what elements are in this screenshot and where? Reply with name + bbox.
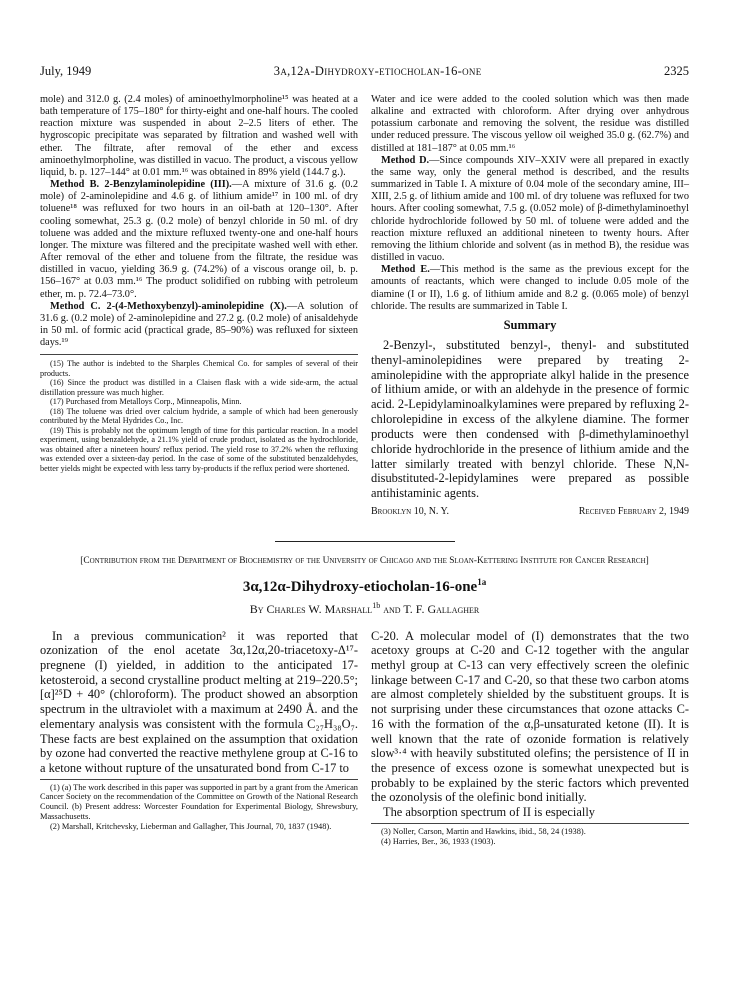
method-d-paragraph: Method D.—Since compounds XIV–XXIV were all prepared in exactly the same way, only the general method is described, and the results summarized in Table I. A mixture of 0.04 mole of the secondary amine, III–XIII, 2.5 g. of lithium amide and 100 ml. of dry toluene was refluxed for two hours. After cooling somewhat, 7.5 g. (0.052 mole) of β-dimethylaminoethyl chloride hydrochloride followed by 50 ml. of toluene were added and the reaction mixture refluxed an additional nineteen to twenty hours. After removing the lithium chloride and solvent (as in method B), the residue was distilled in vacuo.: [371, 154, 689, 264]
author-1: Charles W. Marshall: [266, 601, 373, 616]
continued-paragraph: C-20. A molecular model of (I) demonstrates that the two acetoxy groups at C-20 and C-12 together with the angular methyl group at C-13 can very effectively screen the olefinic linkage between C-17 and C-20, so that these two carbon atoms are almost completely shielded by the substituent groups. It is not surprising under these circumstances that ozone attacks C-16 with the formation of the α,β-unsaturated ketone (II). It is well known that the rate of ozonide formation is relatively slow³·⁴ with heavily substituted olefins; the persistence of II in the presence of excess ozone is somewhat unexpected but is probably to be explained by the steric factors which prevented the ozonolysis of the olefinic bond initially.: [371, 628, 689, 805]
method-c-paragraph: Method C. 2-(4-Methoxybenzyl)-aminolepidine (X).—A solution of 31.6 g. (0.2 mole) of 2-aminolepidine and 27.2 g. (0.2 mole) of anisaldehyde in 50 ml. of formic acid (practical grade, 85–90%) was refluxed for sixteen days.¹⁹: [40, 300, 358, 349]
method-e-heading: Method E.: [381, 264, 430, 276]
running-head: [40, 64, 689, 84]
byline: By Charles W. Marshall$^{1b}$ and T. F. Gallagher: [249, 600, 480, 616]
running-head-date: July, 1949: [40, 64, 92, 78]
footnote-4: (4) Harries, Ber., 36, 1933 (1903).: [381, 836, 496, 846]
footnote-divider: [40, 779, 358, 780]
left-column: [40, 94, 358, 517]
article-body-columns: [40, 629, 689, 847]
author-location: Brooklyn 10, N. Y.: [371, 506, 449, 518]
intro-paragraph: In a previous communication² it was reported that ozonization of the enol acetate 3α,12α,20-triacetoxy-Δ¹⁷-pregnene (I) yielded, in addition to the anticipated 17-ketosteroid, a second crystalline product melting at 219–220.5°; [α]²⁵D + 40° (chloroform). The product showed an absorption spectrum in the ultraviolet with a maximum at 2490 Å. and the elementary analysis was consistent with the formula C₂₇H₃₈O₇. These facts are best explained on the assumption that oxidation by ozone had converted the reactive methylene group at C-16 to a ketone without rupture of the unsaturated bond from C-17 to: [40, 628, 358, 775]
page-number: 2325: [664, 64, 689, 78]
footnote-divider: [40, 354, 358, 355]
method-b-heading: Method B. 2-Benzylaminolepidine (III).: [50, 179, 232, 191]
article-divider: [275, 541, 455, 542]
summary-heading: Summary: [503, 317, 557, 332]
experimental-paragraph: mole) and 312.0 g. (2.4 moles) of aminoethylmorpholine¹⁵ was heated at a bath temperature of 175–180° for thirty-eight and one-half hours. The cooled reaction mixture was suspended in about 2–2.5 liters of ether. The hygroscopic precipitate was separated by filtration and washed well with ether. The filtrate, after removal of the ether and excess aminoethylmorpholine, was distilled in vacuo. The product, a viscous yellow liquid, b. p. 127–144° at 0.01 mm.¹⁶ was obtained in 89% yield (144.7 g.).: [40, 94, 358, 178]
footnote-divider: [371, 823, 689, 824]
article-right-column: [371, 629, 689, 847]
previous-article-columns: [40, 94, 689, 517]
footnote-2: (2) Marshall, Kritchevsky, Lieberman and Gallagher, This Journal, 70, 1837 (1948).: [50, 821, 332, 831]
footnote-17: (17) Purchased from Metalloys Corp., Minneapolis, Minn.: [50, 397, 242, 407]
footnote-18: (18) The toluene was dried over calcium hydride, a sample of which had been generously contributed by the Metal Hydrides Co., Inc.: [40, 406, 358, 426]
method-d-heading: Method D.: [381, 154, 430, 166]
method-c-heading: Method C. 2-(4-Methoxybenzyl)-aminolepidine (X).: [50, 300, 287, 312]
received-line: [371, 506, 689, 517]
footnote-16: (16) Since the product was distilled in a Claisen flask with a wide side-arm, the actual distillation pressure was much higher.: [40, 378, 358, 397]
continued-paragraph: Water and ice were added to the cooled solution which was then made alkaline and extracted with chloroform. After drying over anhydrous potassium carbonate and removing the solvent, the residue was distilled under reduced pressure. The viscous yellow oil weighed 35.0 g. (62.7%) and distilled at 181–187° at 0.05 mm.¹⁶: [371, 94, 689, 154]
method-e-paragraph: Method E.—This method is the same as the previous except for the amounts of reactants, which were changed to include 0.05 mole of the diamine (I or II), 1.6 g. of lithium amide and 8.2 g. (0.065 mole) of benzyl chloride. The results are summarized in Table I.: [371, 264, 689, 312]
footnote-19: (19) This is probably not the optimum length of time for this particular reaction. In a model experiment, using benzaldehyde, a 21.1% yield of crude product, isolated as the hydrochloride, was obtained after a nineteen hours' reflux period. The yield rose to 37.2% when the refluxing was extended over a sixteen-day period. In the case of some of the substituted benzaldehydes, better yields might be expected with less tarry by-products if the reflux period were shortened.: [40, 425, 358, 473]
running-head-title: 3α,12α-Dihydroxy-etiocholan-16-one: [273, 64, 482, 78]
summary-text: 2-Benzyl-, substituted benzyl-, thenyl- and substituted thenyl-aminolepidines were prepared by treating 2-aminolepidine with the appropriate alkyl halide in the presence of lithium amide, or with an aldehyde in the presence of formic acid. 2-Lepidylaminoalkylamines were prepared by refluxing 2-chlorolepidine in excess of the alkylene diamine. The former products were then condensed with β-dimethylaminoethyl chloride hydrochloride in the presence of lithium amide and the latter similarly treated with benzyl chloride. These N,N-disubstituted-2-lepidylamines were prepared as possible antihistaminic agents.: [371, 337, 689, 501]
title-footnote-mark: 1a: [477, 576, 487, 587]
method-b-paragraph: Method B. 2-Benzylaminolepidine (III).—A mixture of 31.6 g. (0.2 mole) of 2-aminolepidine and 4.6 g. of lithium amide¹⁷ in 100 ml. of dry toluene¹⁸ was refluxed for two hours in an oil-bath at 120–130°. After cooling somewhat, 25.3 g. (0.2 mole) of benzyl chloride in 50 ml. of dry toluene was added and the mixture refluxed twenty-one and one-half hours longer. The mixture was filtered and the precipitate washed well with ether. After removal of the ether and toluene from the filtrate, the residue was distilled in vacuo, yielding 36.9 g. (74.2%) of a viscous orange oil, b. p. 156–167° at 0.03 mm.¹⁶ The product solidified on rubbing with petroleum ether, m. p. 72.4–73.0°.: [40, 179, 359, 300]
footnote-1: (1) (a) The work described in this paper was supported in part by a grant from the American Cancer Society on the recommendation of the Committee on Growth of the National Research Council. (b) Present address: Worcester Foundation for Experimental Biology, Shrewsbury, Massachusetts.: [40, 782, 358, 822]
absorption-paragraph: The absorption spectrum of II is especially: [383, 805, 595, 820]
author-2: T. F. Gallagher: [403, 601, 480, 616]
footnote-15: (15) The author is indebted to the Sharples Chemical Co. for samples of several of their products.: [40, 359, 358, 378]
article-title: 3α,12α-Dihydroxy-etiocholan-16-one$^{1a}$: [242, 576, 487, 595]
contribution-line: [Contribution from the Department of Biochemistry of the University of Chicago and the Sloan-Kettering Institute for Cancer Research]: [80, 556, 649, 567]
received-date: Received February 2, 1949: [578, 506, 689, 518]
article-left-column: [40, 629, 358, 847]
right-column: [371, 94, 689, 517]
footnote-3: (3) Noller, Carson, Martin and Hawkins, ibid., 58, 24 (1938).: [381, 826, 586, 836]
